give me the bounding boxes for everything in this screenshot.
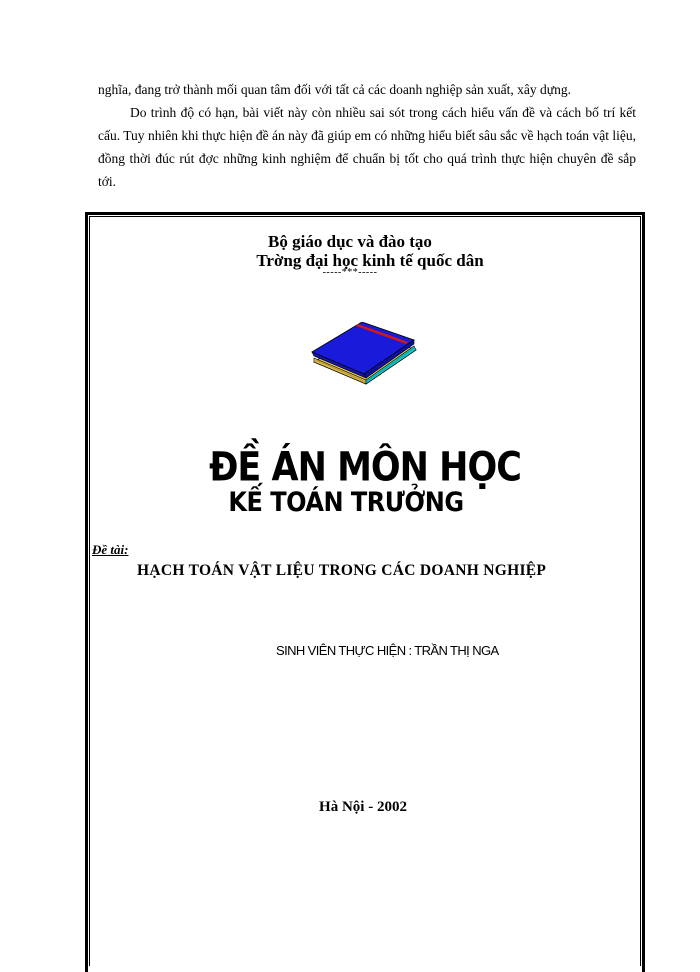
intro-paragraph-1: nghĩa, đang trở thành mối quan tâm đối với tất cả các doanh nghiệp sản xuất, xây dựng. xyxy=(98,82,571,97)
report-subtitle: KẾ TOÁN TRƯỞNG xyxy=(228,486,464,518)
intro-text xyxy=(98,78,636,193)
intro-paragraph-2: Do trình độ có hạn, bài viết này còn nhiều sai sót trong cách hiểu vấn đề và cách bố trí kết cấu. Tuy nhiên khi thực hiện đề án này đã giúp em có những hiểu biết sâu sắc về hạch toán vật liệu, đồng thời đúc rút đợc những kinh nghiệm để chuẩn bị tốt cho quá trình thực hiện chuyên đề sắp tới. xyxy=(98,105,636,189)
book-icon xyxy=(308,322,418,388)
student-line: SINH VIÊN THỰC HIỆN : TRẦN THỊ NGA xyxy=(276,643,499,658)
ministry-name: Bộ giáo dục và đào tạo xyxy=(268,232,432,251)
report-title: ĐỀ ÁN MÔN HỌC xyxy=(209,445,521,491)
university-name: Trờng đại học kinh tế quốc dân xyxy=(256,251,484,270)
place-and-date: Hà Nội - 2002 xyxy=(319,799,407,815)
ornament-divider: -----***----- xyxy=(322,267,378,278)
topic-title: HẠCH TOÁN VẬT LIỆU TRONG CÁC DOANH NGHIỆP xyxy=(137,562,547,579)
topic-label: Đề tài: xyxy=(92,542,129,557)
